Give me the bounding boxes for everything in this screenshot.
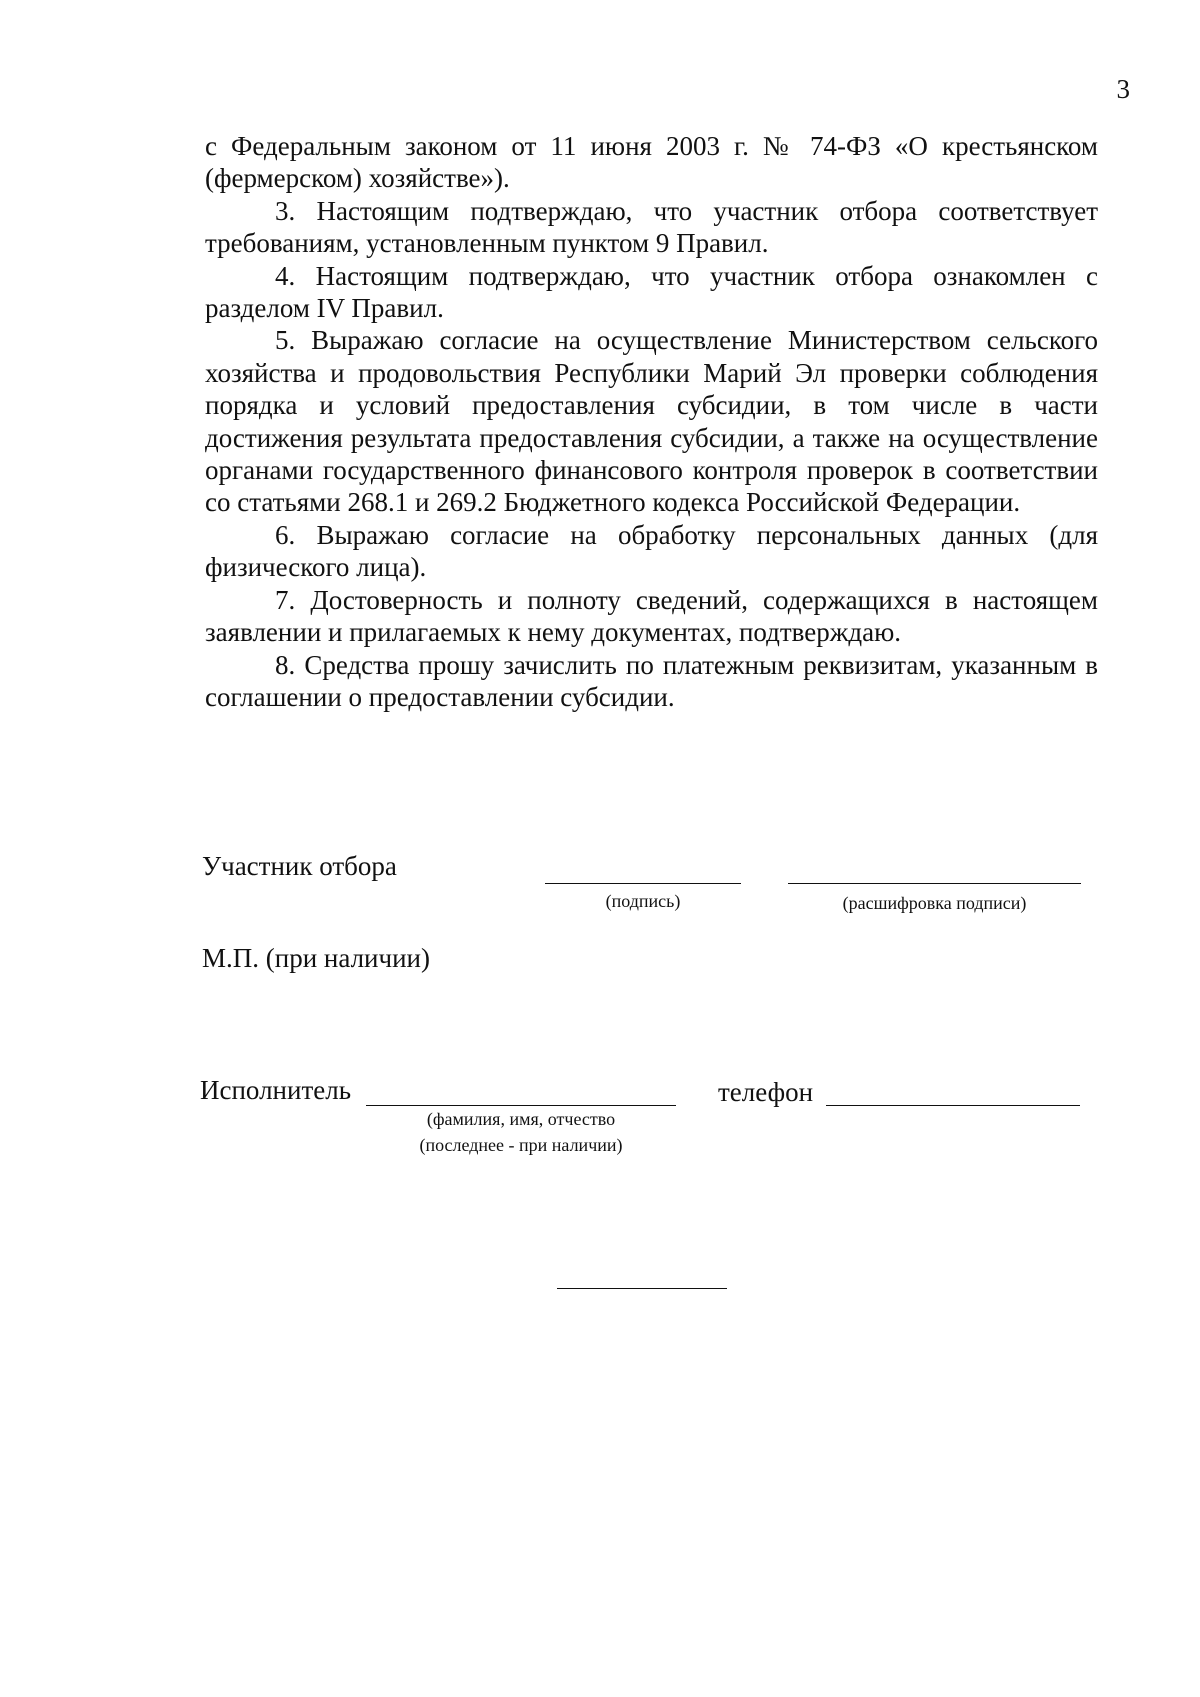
participant-label: Участник отбора bbox=[202, 851, 397, 881]
page-number: 3 bbox=[1116, 74, 1130, 104]
document-body bbox=[205, 130, 1098, 713]
paragraph-item-4: 4. Настоящим подтверждаю, что участник отбора ознакомлен с разделом IV Правил. bbox=[205, 260, 1098, 324]
signature-decoding-line bbox=[788, 883, 1081, 884]
signature-caption: (подпись) bbox=[605, 891, 681, 911]
executor-caption-optional: (последнее - при наличии) bbox=[419, 1135, 623, 1155]
paragraph-item-5: 5. Выражаю согласие на осуществление Министерством сельского хозяйства и продовольствия Республики Марий Эл проверки соблюдения порядка и условий предоставления субсидии, в том числе в части достижения результата предоставления субсидии, а также на осуществление органами государственного финансового контроля проверок в соответствии со статьями 268.1 и 269.2 Бюджетного кодекса Российской Федерации. bbox=[205, 325, 1098, 518]
executor-caption-name: (фамилия, имя, отчество bbox=[426, 1109, 616, 1129]
seal-label: М.П. (при наличии) bbox=[202, 943, 430, 973]
closing-rule bbox=[557, 1288, 727, 1289]
signature-line bbox=[545, 883, 741, 884]
executor-line bbox=[366, 1105, 676, 1106]
phone-line bbox=[826, 1105, 1080, 1106]
paragraph-item-3: 3. Настоящим подтверждаю, что участник отбора соответствует требованиям, установленным пунктом 9 Правил. bbox=[205, 195, 1098, 259]
paragraph-continuation: с Федеральным законом от 11 июня 2003 г. № 74-ФЗ «О крестьянском (фермерском) хозяйстве»). bbox=[205, 131, 1098, 194]
paragraph-item-7: 7. Достоверность и полноту сведений, содержащихся в настоящем заявлении и прилагаемых к нему документах, подтверждаю. bbox=[205, 584, 1098, 648]
paragraph-item-6: 6. Выражаю согласие на обработку персональных данных (для физического лица). bbox=[205, 519, 1098, 583]
phone-label: телефон bbox=[718, 1077, 814, 1107]
signature-decoding-caption: (расшифровка подписи) bbox=[842, 893, 1027, 913]
executor-label: Исполнитель bbox=[200, 1075, 352, 1105]
paragraph-item-8: 8. Средства прошу зачислить по платежным реквизитам, указанным в соглашении о предоставлении субсидии. bbox=[205, 649, 1098, 712]
